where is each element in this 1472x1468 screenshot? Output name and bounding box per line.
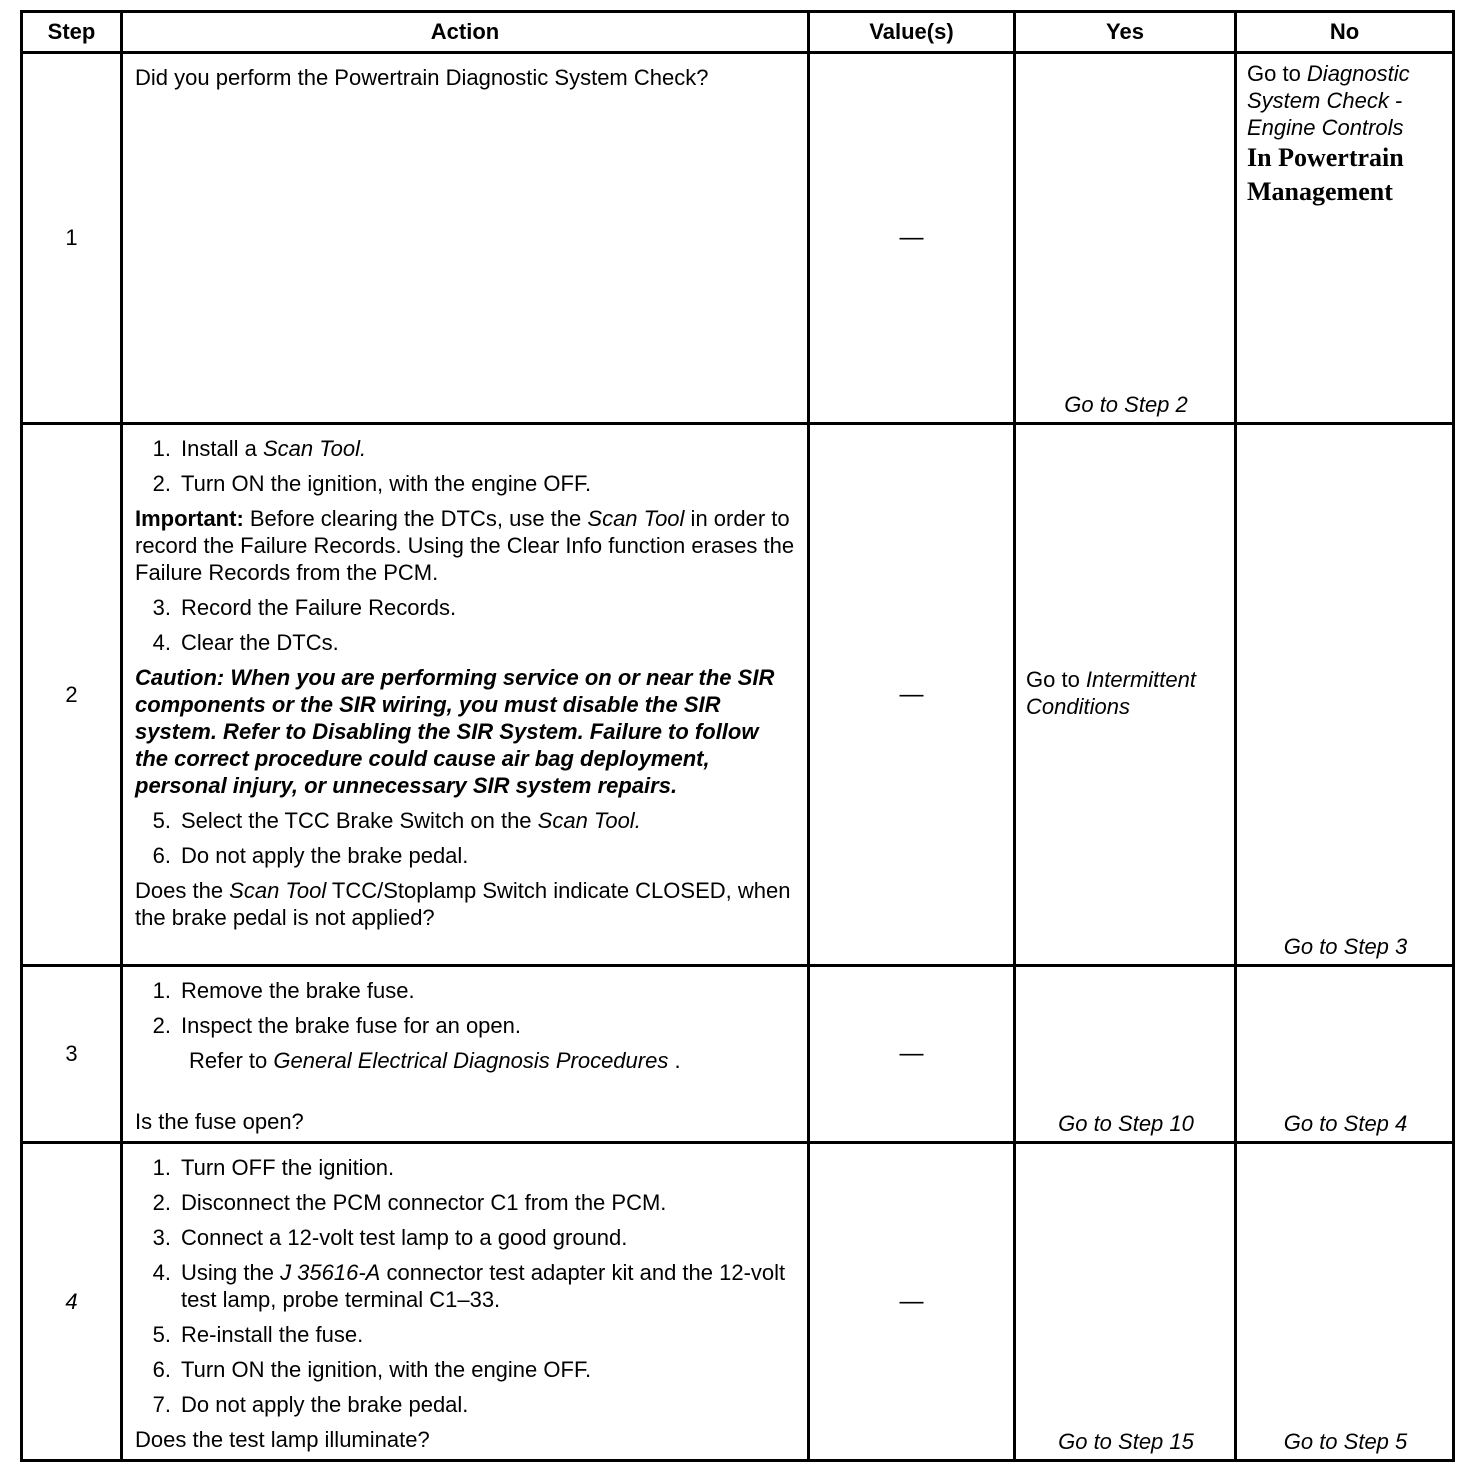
value-cell: — <box>809 53 1015 424</box>
step-number: 3 <box>22 966 122 1143</box>
table-row <box>22 53 1454 424</box>
table-row <box>22 424 1454 966</box>
yes-link[interactable]: Go to Step 10 <box>1058 1111 1194 1136</box>
diagnostic-table <box>20 10 1455 1462</box>
list-item: 4. Clear the DTCs. <box>152 630 339 655</box>
action-question: Is the fuse open? <box>135 1109 304 1134</box>
action-cell <box>122 1143 809 1461</box>
value-cell: — <box>809 966 1015 1143</box>
header-step: Step <box>22 12 122 53</box>
yes-link[interactable]: Go to Step 2 <box>1064 392 1188 417</box>
no-link[interactable]: Go to Step 3 <box>1283 934 1408 959</box>
no-link[interactable]: Go to Step 5 <box>1283 1429 1408 1454</box>
yes-cell <box>1015 1143 1236 1461</box>
header-no: No <box>1236 12 1454 53</box>
list-item: 3. Connect a 12-volt test lamp to a good ground. <box>152 1225 628 1250</box>
yes-link[interactable]: Intermittent Conditions <box>1026 666 1196 719</box>
no-cell <box>1236 53 1454 424</box>
list-item: 1. Remove the brake fuse. <box>152 978 415 1003</box>
no-link[interactable]: Go to Step 4 <box>1283 1111 1408 1136</box>
no-link[interactable]: Diagnostic System Check - Engine Controls <box>1247 61 1410 140</box>
yes-prefix: Go to <box>1026 666 1086 692</box>
list-item: 5. Re-install the fuse. <box>152 1322 364 1347</box>
list-item: 5. Select the TCC Brake Switch on the Scan Tool. <box>152 808 641 833</box>
yes-cell <box>1015 53 1236 424</box>
header-action: Action <box>122 12 809 53</box>
important-note: Important: Before clearing the DTCs, use the Scan Tool in order to record the Failure Records. Using the Clear Info function erases the Failure Records from the PCM. <box>135 506 795 585</box>
list-item: 2. Disconnect the PCM connector C1 from the PCM. <box>152 1190 667 1215</box>
no-note: In Powertrain Management <box>1247 143 1404 206</box>
header-row <box>22 12 1454 53</box>
action-cell <box>122 966 809 1143</box>
table-row <box>22 1143 1454 1461</box>
value-cell: — <box>809 424 1015 966</box>
list-item: 1. Install a Scan Tool. <box>152 436 367 461</box>
no-cell <box>1236 424 1454 966</box>
step-number: 4 <box>22 1143 122 1461</box>
no-cell <box>1236 966 1454 1143</box>
list-item: 3. Record the Failure Records. <box>152 595 457 620</box>
no-prefix: Go to <box>1247 61 1307 86</box>
step-number: 2 <box>22 424 122 966</box>
yes-cell <box>1015 966 1236 1143</box>
yes-cell <box>1015 424 1236 966</box>
value-cell: — <box>809 1143 1015 1461</box>
no-cell <box>1236 1143 1454 1461</box>
action-question: Does the test lamp illuminate? <box>135 1427 430 1452</box>
table-row <box>22 966 1454 1143</box>
list-item: 2. Turn ON the ignition, with the engine OFF. <box>152 471 592 496</box>
list-item: 2. Inspect the brake fuse for an open. <box>152 1013 522 1038</box>
yes-link[interactable]: Go to Step 15 <box>1058 1429 1194 1454</box>
action-question: Did you perform the Powertrain Diagnostic System Check? <box>135 65 709 90</box>
action-cell <box>122 424 809 966</box>
action-cell <box>122 53 809 424</box>
header-values: Value(s) <box>809 12 1015 53</box>
caution-note: Caution: When you are performing service on or near the SIR components or the SIR wiring, you must disable the SIR system. Refer to Disabling the SIR System. Failure to follow the correct procedure could cause air bag deployment, personal injury, or unnecessary SIR system repairs. <box>135 665 775 798</box>
step-number: 1 <box>22 53 122 424</box>
list-item: 1. Turn OFF the ignition. <box>152 1155 395 1180</box>
action-question: Does the Scan Tool TCC/Stoplamp Switch indicate CLOSED, when the brake pedal is not applied? <box>135 878 791 930</box>
list-item: 7. Do not apply the brake pedal. <box>152 1392 469 1417</box>
header-yes: Yes <box>1015 12 1236 53</box>
list-item: 6. Do not apply the brake pedal. <box>152 843 469 868</box>
refer-text: Refer to General Electrical Diagnosis Procedures . <box>189 1048 681 1073</box>
list-item: 6. Turn ON the ignition, with the engine OFF. <box>152 1357 592 1382</box>
list-item: 4. Using the J 35616-A connector test adapter kit and the 12-volt test lamp, probe terminal C1–33. <box>152 1260 786 1312</box>
